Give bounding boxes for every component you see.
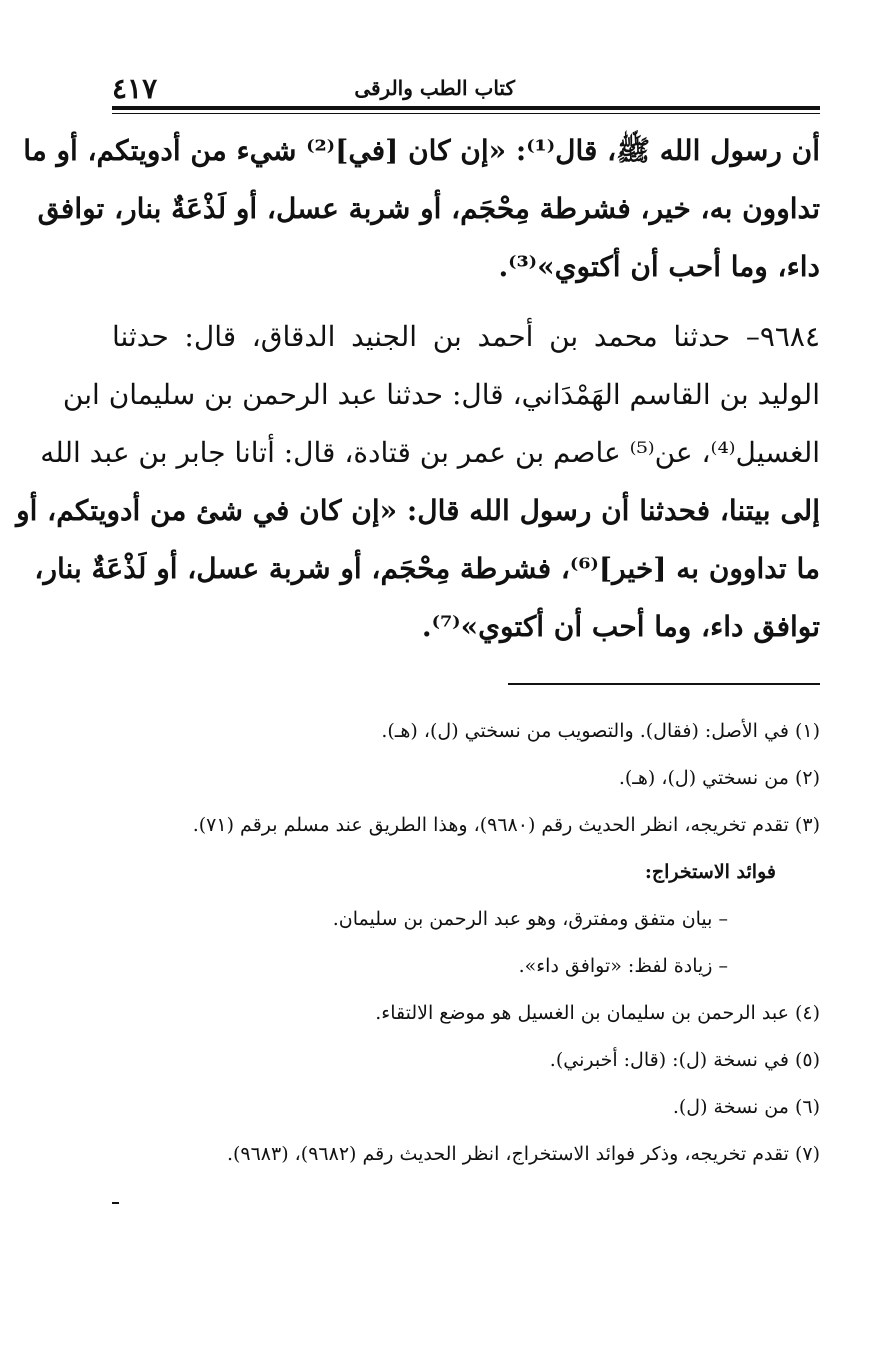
footnote-item: (٦) من نسخة (ل). bbox=[672, 1096, 820, 1118]
footnote-item: (٥) في نسخة (ل): (قال: أخبرني). bbox=[549, 1049, 820, 1071]
footnote-bullet: – زيادة لفظ: «توافق داء». bbox=[518, 955, 728, 977]
footnote-bullet: – بيان متفق ومفترق، وهو عبد الرحمن بن سليمان. bbox=[332, 908, 728, 930]
footnotes bbox=[112, 708, 820, 1178]
text-line: ٩٦٨٤– حدثنا محمد بن أحمد بن الجنيد الدقاق، قال: حدثنا bbox=[112, 320, 820, 353]
header-rule-thin bbox=[112, 113, 820, 114]
footnote-item: (٧) تقدم تخريجه، وذكر فوائد الاستخراج، انظر الحديث رقم (٩٦٨٢)، (٩٦٨٣). bbox=[226, 1143, 820, 1165]
page-number: ٤١٧ bbox=[112, 72, 158, 105]
text-line: إلى بيتنا، فحدثنا أن رسول الله قال: «إن كان في شئ من أدويتكم، أو bbox=[16, 494, 820, 527]
footnote-item: (١) في الأصل: (فقال). والتصويب من نسختي (ل)، (هـ). bbox=[381, 720, 820, 742]
footnote-heading: فوائد الاستخراج: bbox=[644, 861, 776, 883]
paragraph-gap bbox=[112, 296, 820, 308]
text-line: توافق داء، وما أحب أن أكتوي»⁽⁷⁾. bbox=[421, 610, 820, 643]
text-line: الغسيل⁽⁴⁾، عن⁽⁵⁾ عاصم بن عمر بن قتادة، قال: أتانا جابر بن عبد الله bbox=[40, 436, 820, 469]
text-line: داء، وما أحب أن أكتوي»⁽³⁾. bbox=[498, 250, 820, 283]
text-line: ما تداوون به [خير]⁽⁶⁾، فشرطة مِحْجَم، أو شربة عسل، أو لَذْعَةٌ بنار، bbox=[34, 552, 820, 585]
bottom-mark bbox=[112, 1202, 119, 1204]
main-text bbox=[16, 122, 820, 656]
footnote-item: (٣) تقدم تخريجه، انظر الحديث رقم (٩٦٨٠)، وهذا الطريق عند مسلم برقم (٧١). bbox=[192, 814, 820, 836]
running-title: كتاب الطب والرقى bbox=[354, 76, 515, 100]
text-line: تداوون به، خير، فشرطة مِحْجَم، أو شربة عسل، أو لَذْعَةٌ بنار، توافق bbox=[37, 192, 820, 225]
footnote-separator bbox=[508, 683, 820, 685]
page-header bbox=[112, 72, 820, 104]
text-line: أن رسول الله ﷺ، قال⁽¹⁾: «إن كان [في]⁽²⁾ شيء من أدويتكم، أو ما bbox=[23, 134, 820, 167]
footnote-item: (٢) من نسختي (ل)، (هـ). bbox=[618, 767, 820, 789]
header-rule-thick bbox=[112, 106, 820, 110]
text-line: الوليد بن القاسم الهَمْدَاني، قال: حدثنا عبد الرحمن بن سليمان ابن bbox=[62, 378, 820, 411]
footnote-item: (٤) عبد الرحمن بن سليمان بن الغسيل هو موضع الالتقاء. bbox=[375, 1002, 820, 1024]
